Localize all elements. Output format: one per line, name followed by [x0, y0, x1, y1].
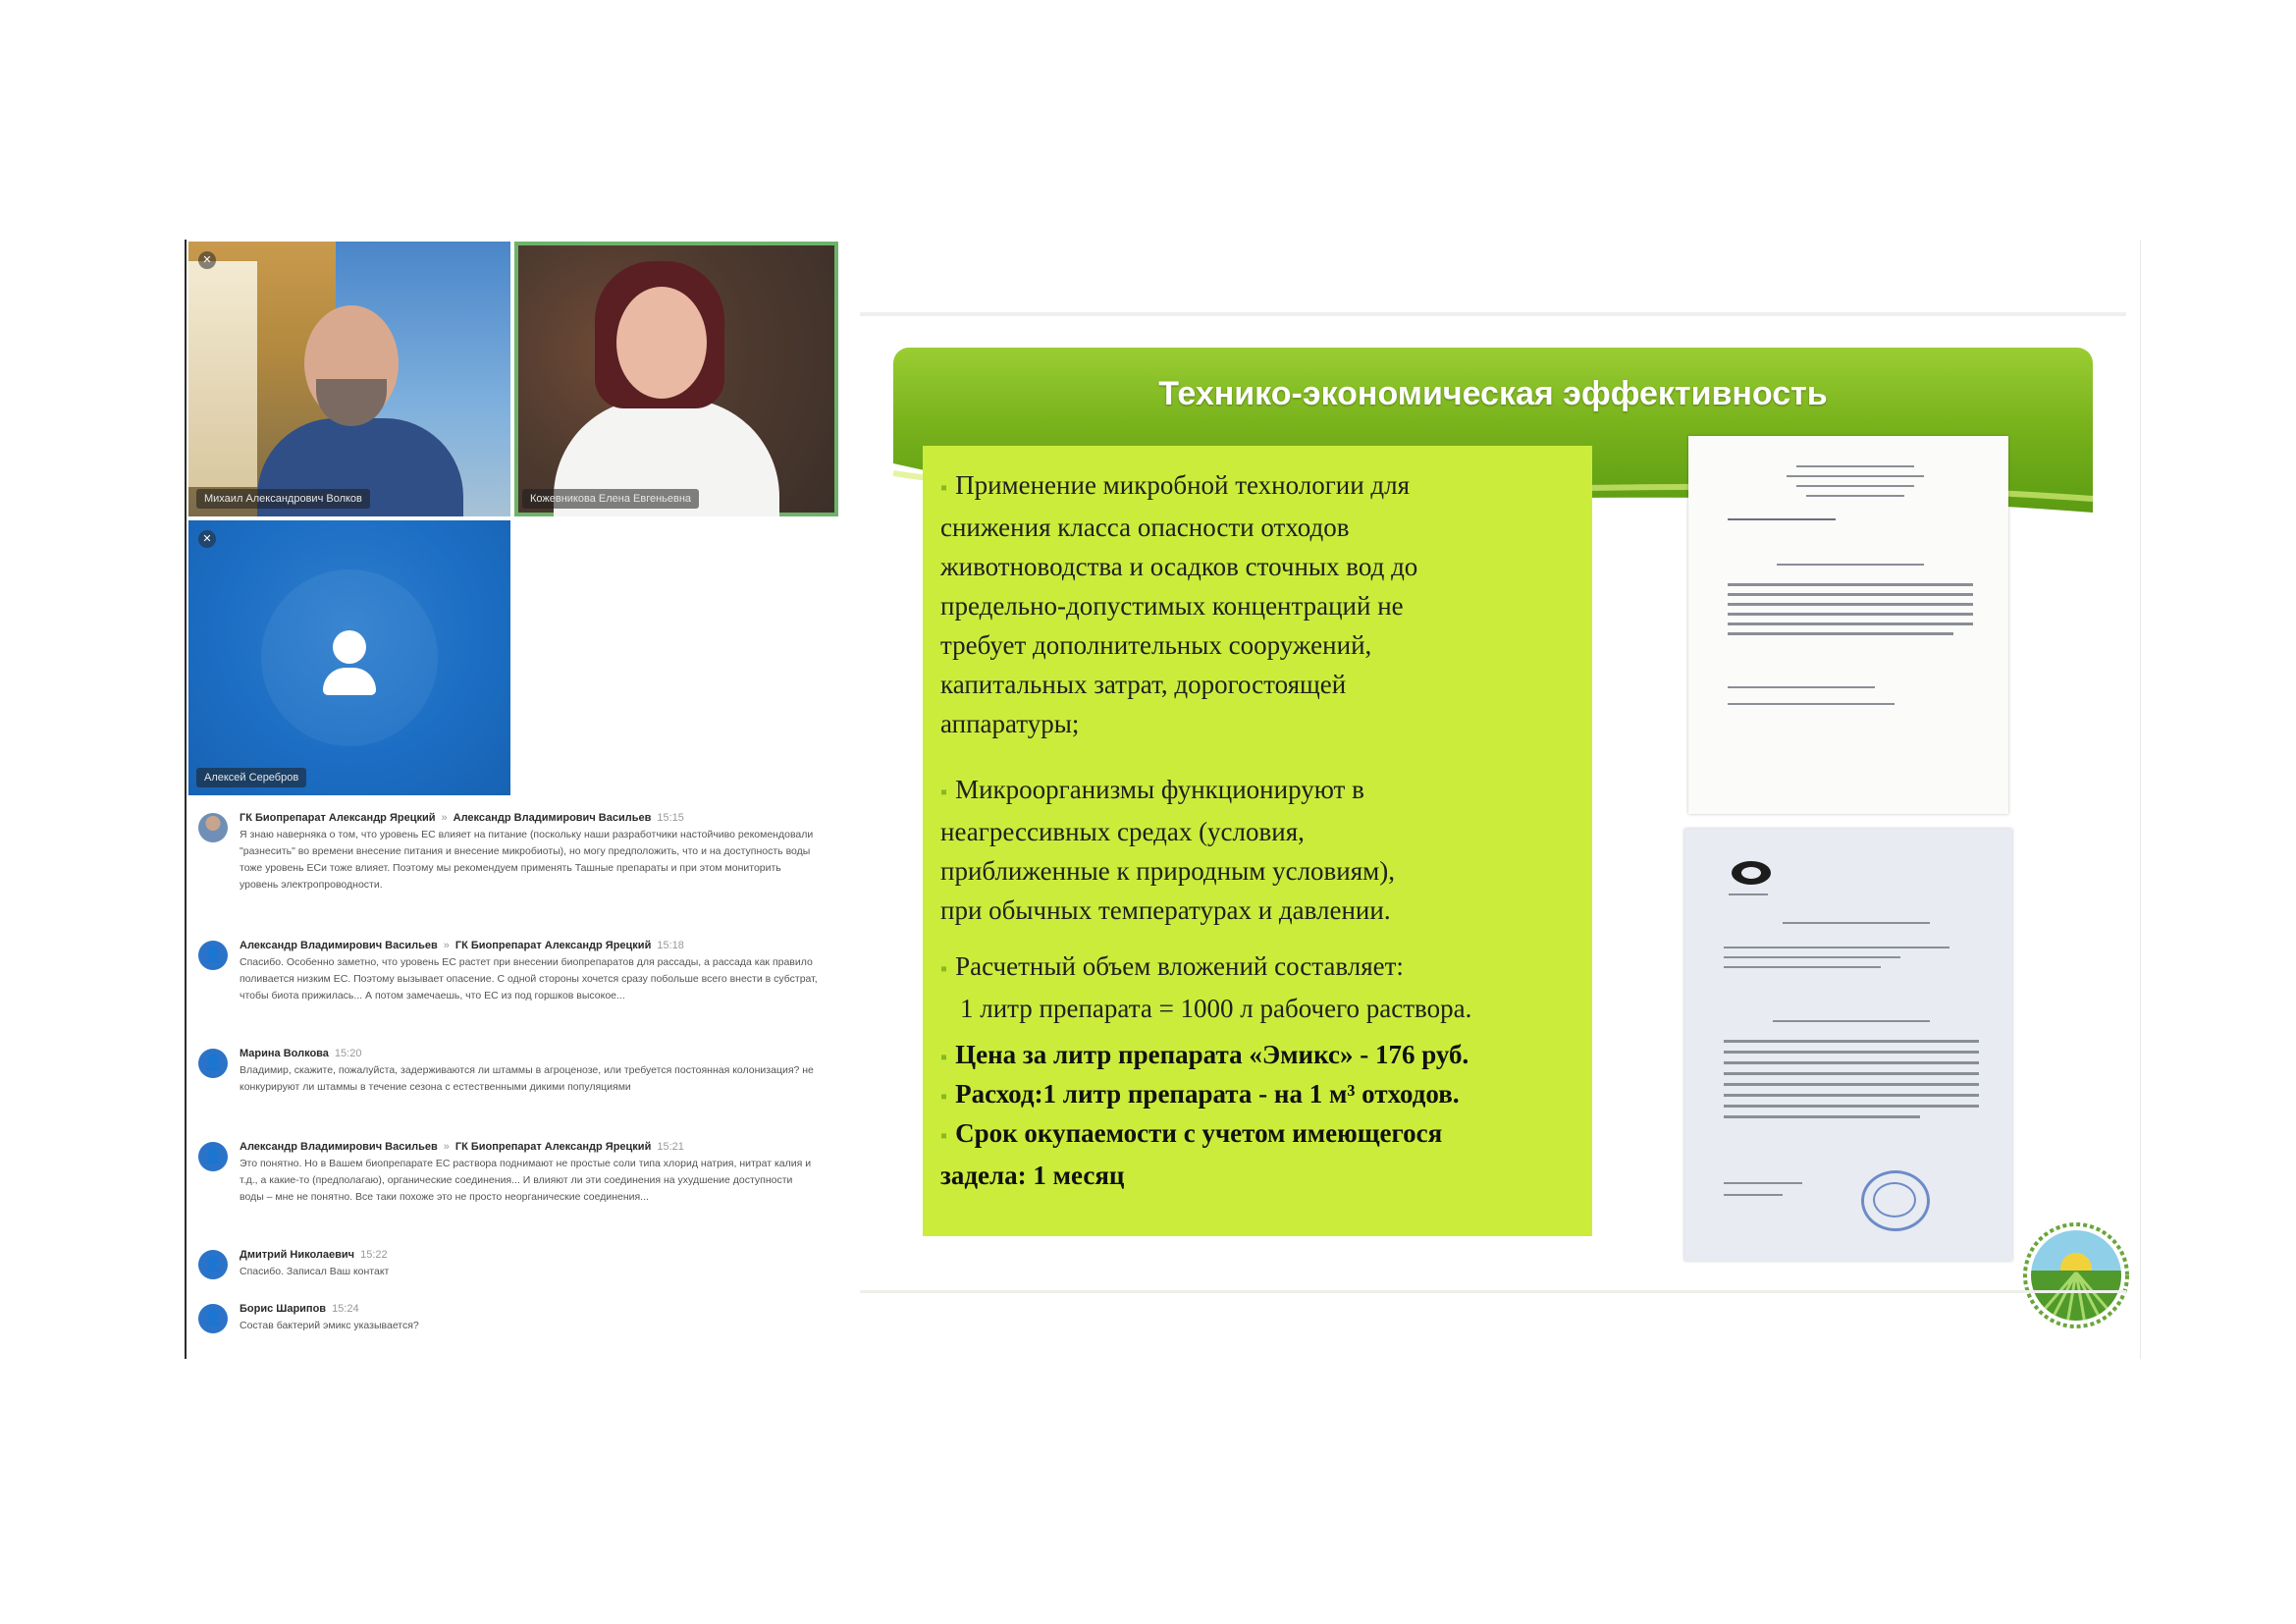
- doc-line: [1728, 686, 1875, 688]
- doc-line: [1728, 613, 1973, 616]
- doc-line: [1724, 1115, 1920, 1118]
- doc-line: [1724, 1051, 1979, 1054]
- doc-line: [1724, 947, 1949, 948]
- doc-line: [1724, 1083, 1979, 1086]
- doc-handwriting: [1728, 518, 1836, 520]
- scanned-document-2: [1684, 829, 2012, 1261]
- background-window: [188, 261, 257, 487]
- doc-line: [1724, 966, 1881, 968]
- message-time: 15:21: [657, 1141, 684, 1153]
- doc-line: [1724, 1072, 1979, 1075]
- company-logo-icon: [1729, 858, 1774, 888]
- doc-line: [1728, 593, 1973, 596]
- message-time: 15:15: [657, 812, 684, 824]
- slide-bullet: [940, 1113, 1578, 1195]
- message-text: Это понятно. Но в Вашем биопрепарате ЕС раствора поднимают не простые соли типа хлорид натрия, нитрат калия и т.д., а какие-то (предполагаю), органические соединения... И влияют ли эти соединения на ухудшение доступности воды – мне не понятно. Все таки похоже это не просто неорганические соединения...: [240, 1158, 812, 1203]
- bullet-line: Расчетный объем вложений составляет:: [955, 951, 1404, 981]
- doc-line: [1806, 495, 1904, 497]
- doc-line: [1724, 1061, 1979, 1064]
- bullet-line: Расход:1 литр препарата - на 1 м³ отходов.: [955, 1079, 1460, 1109]
- doc-line: [1783, 922, 1930, 924]
- slide-bullet: [940, 770, 1578, 930]
- doc-line: [1777, 564, 1924, 566]
- mic-off-icon: ✕: [198, 251, 216, 269]
- bullet-line: при обычных температурах и давлении.: [940, 894, 1391, 925]
- reply-arrow-icon: »: [443, 940, 450, 951]
- doc-line: [1724, 1105, 1979, 1108]
- message-text: Я знаю наверняка о том, что уровень ЕС влияет на питание (поскольку наши разработчики настойчиво рекомендовали "разнесить" во времени внесение питания и внесение микробиоты), но могу предположить, что и на доступность воды тоже уровень ЕСи тоже влияет. Поэтому мы рекомендуем применять Ташные препараты и при этом мониторить уровень электропроводности.: [240, 829, 814, 891]
- bullet-line: Микроорганизмы функционируют в: [955, 775, 1364, 804]
- bullet-marker-icon: ▪: [940, 957, 948, 980]
- participant-name: Михаил Александрович Волков: [196, 489, 370, 509]
- message-text: Спасибо. Записал Ваш контакт: [240, 1266, 390, 1277]
- doc-line: [1773, 1020, 1930, 1022]
- user-icon: [333, 630, 366, 664]
- doc-line: [1796, 485, 1914, 487]
- doc-line: [1724, 1040, 1979, 1043]
- message-time: 15:22: [360, 1249, 388, 1261]
- bullet-marker-icon: ▪: [940, 476, 948, 499]
- message-author[interactable]: Марина Волкова: [240, 1048, 329, 1059]
- doc-line: [1728, 632, 1953, 635]
- message-time: 15:20: [334, 1048, 362, 1059]
- doc-line: [1728, 623, 1973, 625]
- message-author[interactable]: Александр Владимирович Васильев: [240, 940, 438, 951]
- mic-off-icon: ✕: [198, 530, 216, 548]
- bullet-line: животноводства и осадков сточных вод до: [940, 551, 1418, 581]
- message-text: Спасибо. Особенно заметно, что уровень ЕС растет при внесении биопрепаратов для рассады, а рассада как правило поливается низким ЕС. Поэтому вызывает опасение. С одной стороны хочется сразу побольше всего внести в субстрат, чтобы биота прижилась... А потом замечаешь, что ЕС из под горшков высокое...: [240, 956, 818, 1001]
- message-header: [240, 1045, 367, 1062]
- bullet-line: Цена за литр препарата «Эмикс» - 176 руб.: [955, 1040, 1469, 1069]
- bullet-marker-icon: ▪: [940, 781, 948, 803]
- message-time: 15:24: [332, 1303, 359, 1315]
- bullet-line: требует дополнительных сооружений,: [940, 629, 1372, 660]
- message-text: Владимир, скажите, пожалуйста, задерживаются ли штаммы в агроценозе, или требуется постоянная колонизация? не конкурируют ли штаммы в течение сезона с естественными дикими популяциями: [240, 1064, 814, 1093]
- bullet-line: приближенные к природным условиям),: [940, 855, 1395, 886]
- message-header: [240, 809, 690, 827]
- bullet-line: неагрессивных средах (условия,: [940, 816, 1305, 846]
- slide-content-box: [923, 446, 1592, 1236]
- doc-line: [1728, 583, 1973, 586]
- doc-line: [1724, 1194, 1783, 1196]
- message-author[interactable]: Александр Владимирович Васильев: [240, 1141, 438, 1153]
- message-author[interactable]: Борис Шарипов: [240, 1303, 327, 1315]
- scanned-document-1: [1688, 436, 2008, 814]
- doc-line: [1724, 1182, 1802, 1184]
- doc-line: [1729, 893, 1768, 895]
- message-header: [240, 1300, 365, 1318]
- bullet-line: Применение микробной технологии для: [955, 470, 1411, 500]
- bullet-line: 1 литр препарата = 1000 л рабочего раствора.: [960, 993, 1472, 1023]
- message-time: 15:18: [657, 940, 684, 951]
- bullet-marker-icon: ▪: [940, 1085, 948, 1108]
- divider: [860, 1290, 2126, 1293]
- conference-window: [185, 240, 2141, 1359]
- reply-arrow-icon: »: [441, 812, 448, 824]
- bullet-marker-icon: ▪: [940, 1046, 948, 1068]
- participant-name: Кожевникова Елена Евгеньевна: [522, 489, 699, 509]
- participant-name: Алексей Серебров: [196, 768, 306, 787]
- slide-bullet: [940, 465, 1578, 743]
- video-tile-participant-1[interactable]: [188, 242, 510, 516]
- avatar[interactable]: 👤: [198, 1304, 228, 1333]
- bullet-marker-icon: ▪: [940, 1124, 948, 1147]
- message-header: [240, 1138, 690, 1156]
- doc-line: [1728, 703, 1895, 705]
- slide-bullet: [940, 1074, 1578, 1116]
- reply-arrow-icon: »: [443, 1141, 450, 1153]
- slide-title: Технико-экономическая эффективность: [1158, 375, 1828, 412]
- bullet-line: капитальных затрат, дорогостоящей: [940, 669, 1347, 699]
- message-reply-to[interactable]: ГК Биопрепарат Александр Ярецкий: [454, 1141, 652, 1153]
- avatar[interactable]: 👤: [198, 1250, 228, 1279]
- video-tile-participant-3[interactable]: [188, 520, 510, 795]
- doc-line: [1796, 465, 1914, 467]
- doc-line: [1787, 475, 1924, 477]
- bullet-line: предельно-допустимых концентраций не: [940, 590, 1404, 621]
- slide-bullet: [940, 947, 1578, 1028]
- bullet-line: снижения класса опасности отходов: [940, 512, 1350, 542]
- message-author[interactable]: ГК Биопрепарат Александр Ярецкий: [240, 812, 436, 824]
- shared-slide: [854, 308, 2130, 1310]
- message-header: [240, 937, 690, 954]
- avatar[interactable]: 👤: [198, 941, 228, 970]
- bullet-line: Срок окупаемости с учетом имеющегося: [955, 1118, 1443, 1148]
- bullet-line: задела: 1 месяц: [940, 1160, 1125, 1190]
- chat-panel: [188, 809, 836, 1359]
- doc-line: [1728, 603, 1973, 606]
- message-header: [240, 1246, 394, 1264]
- doc-line: [1724, 956, 1900, 958]
- participant-head: [616, 287, 707, 399]
- message-author[interactable]: Дмитрий Николаевич: [240, 1249, 355, 1261]
- message-reply-to[interactable]: ГК Биопрепарат Александр Ярецкий: [454, 940, 652, 951]
- video-tile-participant-2[interactable]: [514, 242, 838, 516]
- avatar[interactable]: [198, 813, 228, 842]
- doc-line: [1724, 1094, 1979, 1097]
- bullet-line: аппаратуры;: [940, 708, 1080, 738]
- avatar[interactable]: 👤: [198, 1142, 228, 1171]
- message-text: Состав бактерий эмикс указывается?: [240, 1320, 419, 1331]
- stamp-inner: [1873, 1182, 1916, 1218]
- sun-field-logo-icon: [2022, 1221, 2130, 1329]
- slide-bullet: [940, 1035, 1578, 1077]
- message-reply-to[interactable]: Александр Владимирович Васильев: [453, 812, 652, 824]
- avatar[interactable]: 👤: [198, 1049, 228, 1078]
- divider: [860, 312, 2126, 316]
